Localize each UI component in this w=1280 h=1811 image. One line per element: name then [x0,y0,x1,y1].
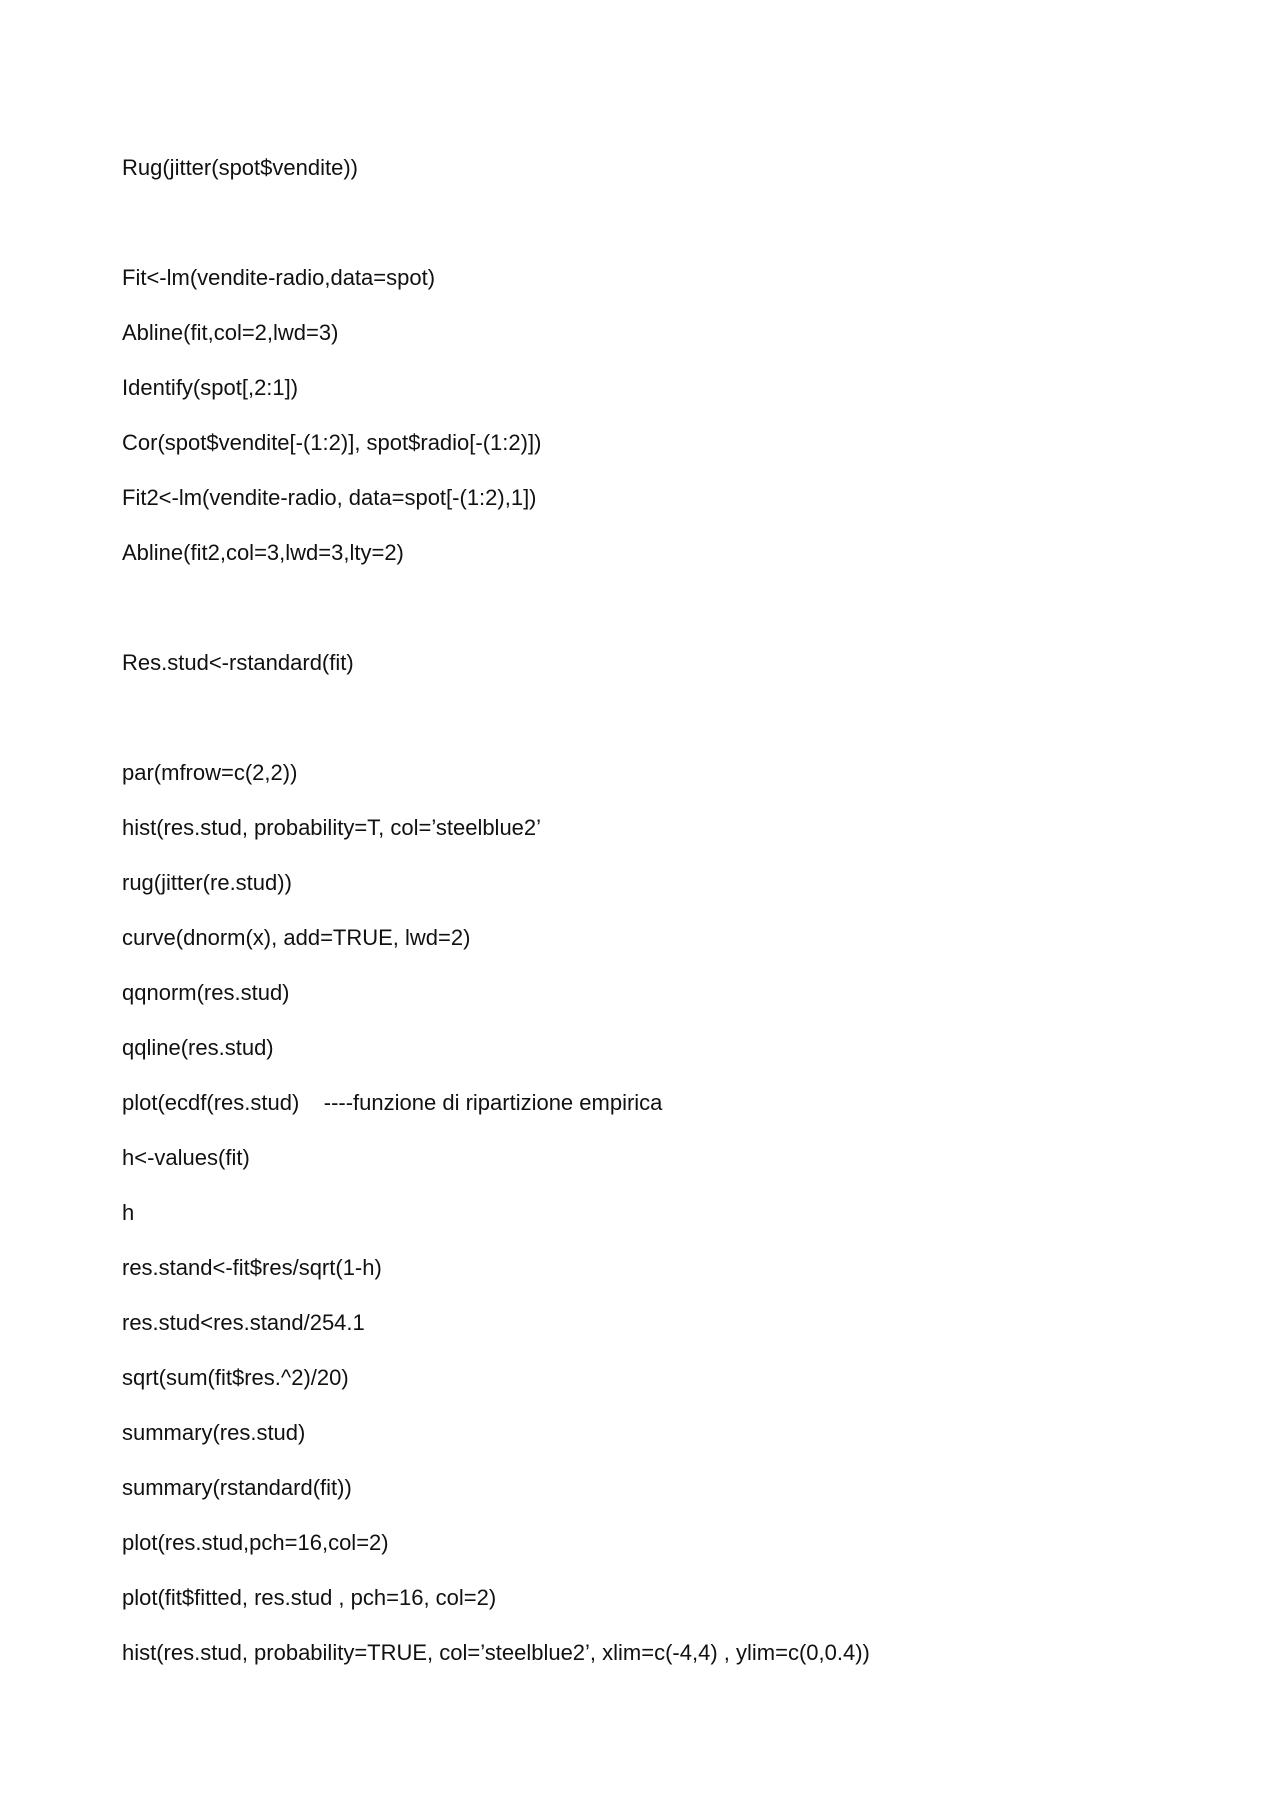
code-line: Fit2<-lm(vendite-radio, data=spot[-(1:2),1]) [122,485,537,510]
blank-line [122,205,1162,260]
code-line: curve(dnorm(x), add=TRUE, lwd=2) [122,925,471,950]
code-line: summary(res.stud) [122,1420,306,1445]
code-line: Rug(jitter(spot$vendite)) [122,155,358,180]
code-line: hist(res.stud, probability=TRUE, col=’steelblue2’, xlim=c(-4,4) , ylim=c(0,0.4)) [122,1640,870,1665]
code-line: rug(jitter(re.stud)) [122,870,292,895]
code-line: summary(rstandard(fit)) [122,1475,352,1500]
code-line: h<-values(fit) [122,1145,250,1170]
code-line: h [122,1200,135,1225]
code-line: Cor(spot$vendite[-(1:2)], spot$radio[-(1:2)]) [122,430,542,455]
code-line: Abline(fit,col=2,lwd=3) [122,320,339,345]
code-line: plot(res.stud,pch=16,col=2) [122,1530,389,1555]
code-line: res.stud<res.stand/254.1 [122,1310,365,1335]
document-body [122,150,1162,1690]
code-line: Fit<-lm(vendite-radio,data=spot) [122,265,436,290]
code-line: res.stand<-fit$res/sqrt(1-h) [122,1255,382,1280]
code-line: sqrt(sum(fit$res.^2)/20) [122,1365,349,1390]
code-line: Identify(spot[,2:1]) [122,375,299,400]
blank-line [122,590,1162,645]
code-line: par(mfrow=c(2,2)) [122,760,298,785]
code-line: qqline(res.stud) [122,1035,274,1060]
code-line: plot(fit$fitted, res.stud , pch=16, col=2) [122,1585,497,1610]
code-line: Abline(fit2,col=3,lwd=3,lty=2) [122,540,404,565]
code-line: Res.stud<-rstandard(fit) [122,650,354,675]
code-line: hist(res.stud, probability=T, col=’steelblue2’ [122,815,542,840]
blank-line [122,700,1162,755]
code-line: qqnorm(res.stud) [122,980,290,1005]
code-line: plot(ecdf(res.stud) ----funzione di ripartizione empirica [122,1090,663,1115]
